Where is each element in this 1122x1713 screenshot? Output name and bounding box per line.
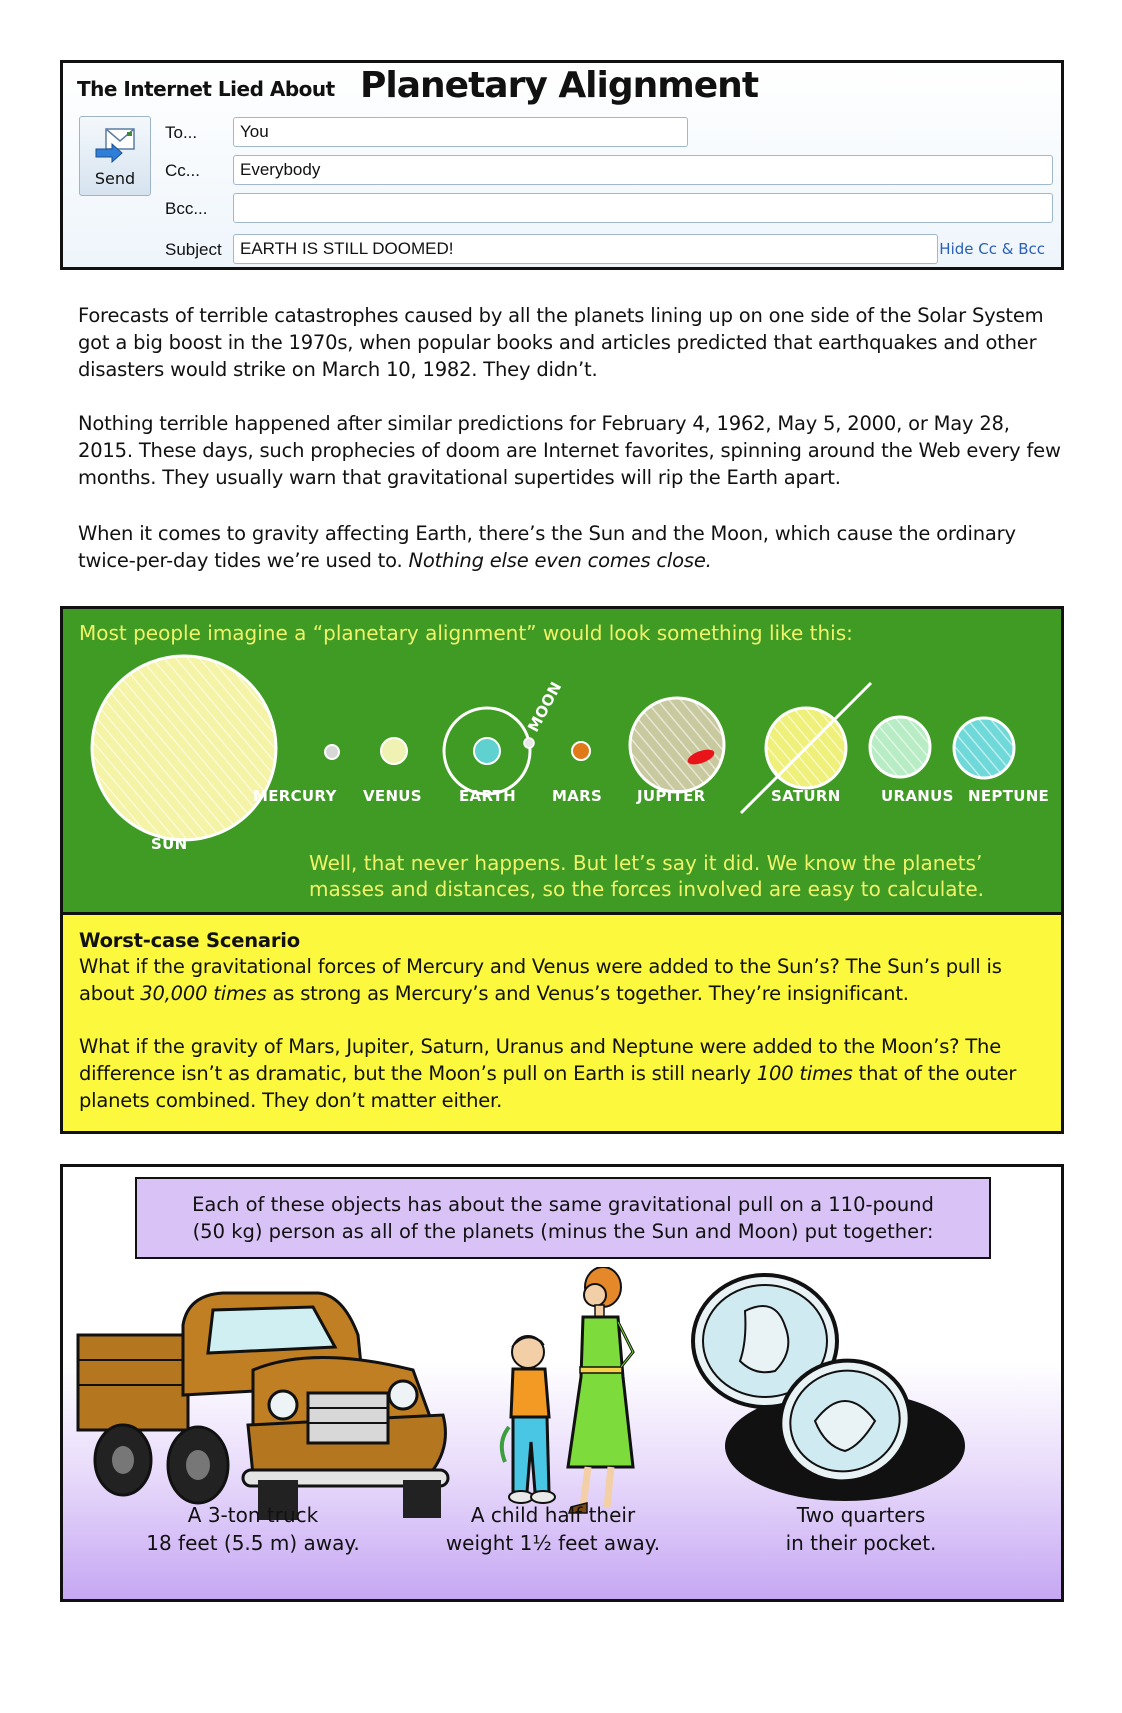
bcc-label: Bcc... (165, 199, 208, 218)
worst-case-heading: Worst-case Scenario (79, 929, 300, 952)
callout-line-2: (50 kg) person as all of the planets (minus the Sun and Moon) put together: (192, 1220, 934, 1243)
worst-case-p2-emphasis: 100 times (756, 1062, 853, 1085)
page-title: Planetary Alignment (360, 65, 759, 106)
intro-paragraph-3 (78, 520, 1068, 574)
truck-illustration (73, 1275, 453, 1525)
worst-case-panel (60, 912, 1064, 1134)
cc-field[interactable]: Everybody (233, 155, 1053, 185)
label-earth: EARTH (459, 787, 517, 805)
child-caption-line-1: A child half their (470, 1503, 636, 1527)
label-sun: SUN (151, 835, 188, 853)
label-venus: VENUS (363, 787, 422, 805)
truck-caption-line-1: A 3-ton truck (187, 1503, 319, 1527)
alignment-note-line-2: masses and distances, so the forces involved are easy to calculate. (309, 877, 985, 901)
send-button[interactable] (79, 116, 151, 196)
worst-case-p2-text-a: What if the gravity of Mars, Jupiter, Saturn, Uranus and Neptune were added to the Moon’s? The difference isn’t as dramatic, but the Moon’s pull on Earth is still nearly (79, 1035, 1001, 1085)
label-mars: MARS (552, 787, 603, 805)
earth-icon (444, 708, 530, 794)
intro-paragraph-3-text: When it comes to gravity affecting Earth, there’s the Sun and the Moon, which cause the ordinary twice-per-day tides we’re used to. (78, 522, 1016, 572)
label-jupiter: JUPITER (637, 787, 706, 805)
title-prefix: The Internet Lied About (77, 77, 335, 101)
worst-case-p2-text-b: that of the outer planets combined. They don’t matter either. (79, 1062, 1017, 1112)
hide-cc-bcc-link[interactable]: Hide Cc & Bcc (939, 240, 1045, 258)
intro-paragraph-1: Forecasts of terrible catastrophes caused by all the planets lining up on one side of the Solar System got a big boost in the 1970s, when popular books and articles predicted that earthquakes and other disasters would strike on March 10, 1982. They didn’t. (78, 304, 1044, 381)
label-uranus: URANUS (881, 787, 954, 805)
child-caption-line-2: weight 1½ feet away. (445, 1531, 661, 1555)
comparison-panel (60, 1164, 1064, 1602)
worst-case-p1-text-b: as strong as Mercury’s and Venus’s together. They’re insignificant. (272, 982, 909, 1005)
label-mercury: MERCURY (253, 787, 337, 805)
truck-caption-line-2: 18 feet (5.5 m) away. (146, 1531, 360, 1555)
mars-icon (572, 742, 590, 760)
send-button-label: Send (94, 169, 136, 188)
worst-case-paragraph-1 (79, 953, 1059, 1007)
bcc-field[interactable] (233, 193, 1053, 223)
neptune-icon (954, 718, 1014, 778)
callout-line-1: Each of these objects has about the same gravitational pull on a 110-pound (192, 1193, 934, 1216)
truck-caption (103, 1501, 403, 1557)
alignment-heading: Most people imagine a “planetary alignment” would look something like this: (79, 621, 853, 645)
subject-label: Subject (165, 240, 222, 259)
moon-icon (524, 738, 534, 748)
alignment-note-line-1: Well, that never happens. But let’s say it did. We know the planets’ (309, 851, 983, 875)
worst-case-paragraph-2 (79, 1033, 1059, 1114)
uranus-icon (870, 717, 930, 777)
quarters-caption-line-2: in their pocket. (785, 1531, 937, 1555)
venus-icon (381, 738, 407, 764)
comparison-callout (135, 1177, 991, 1259)
to-label: To... (165, 123, 198, 142)
subject-field[interactable]: EARTH IS STILL DOOMED! (233, 234, 938, 264)
quarters-illustration (685, 1271, 965, 1511)
worst-case-p1-emphasis: 30,000 times (140, 982, 267, 1005)
quarters-caption (711, 1501, 1011, 1557)
intro-paragraph-2: Nothing terrible happened after similar predictions for February 4, 1962, May 5, 2000, or May 28, 2015. These days, such prophecies of doom are Internet favorites, spinning around the Web every few months. They usually warn that gravitational supertides will rip the Earth apart. (78, 412, 1061, 489)
cc-label: Cc... (165, 161, 200, 180)
email-compose-panel (60, 60, 1064, 270)
child-caption (403, 1501, 703, 1557)
label-moon: MOON (524, 678, 566, 735)
alignment-panel (60, 606, 1064, 914)
woman-and-child-illustration (483, 1267, 663, 1522)
send-mail-icon (94, 125, 138, 163)
quarters-caption-line-1: Two quarters (796, 1503, 926, 1527)
worst-case-p1-text-a: What if the gravitational forces of Mercury and Venus were added to the Sun’s? The Sun’s pull is about (79, 955, 1002, 1005)
jupiter-icon (630, 698, 724, 792)
to-field[interactable]: You (233, 117, 688, 147)
sun-icon (92, 656, 276, 840)
label-neptune: NEPTUNE (968, 787, 1050, 805)
label-saturn: SATURN (771, 787, 841, 805)
intro-paragraph-3-emphasis: Nothing else even comes close. (408, 549, 712, 572)
mercury-icon (325, 745, 339, 759)
